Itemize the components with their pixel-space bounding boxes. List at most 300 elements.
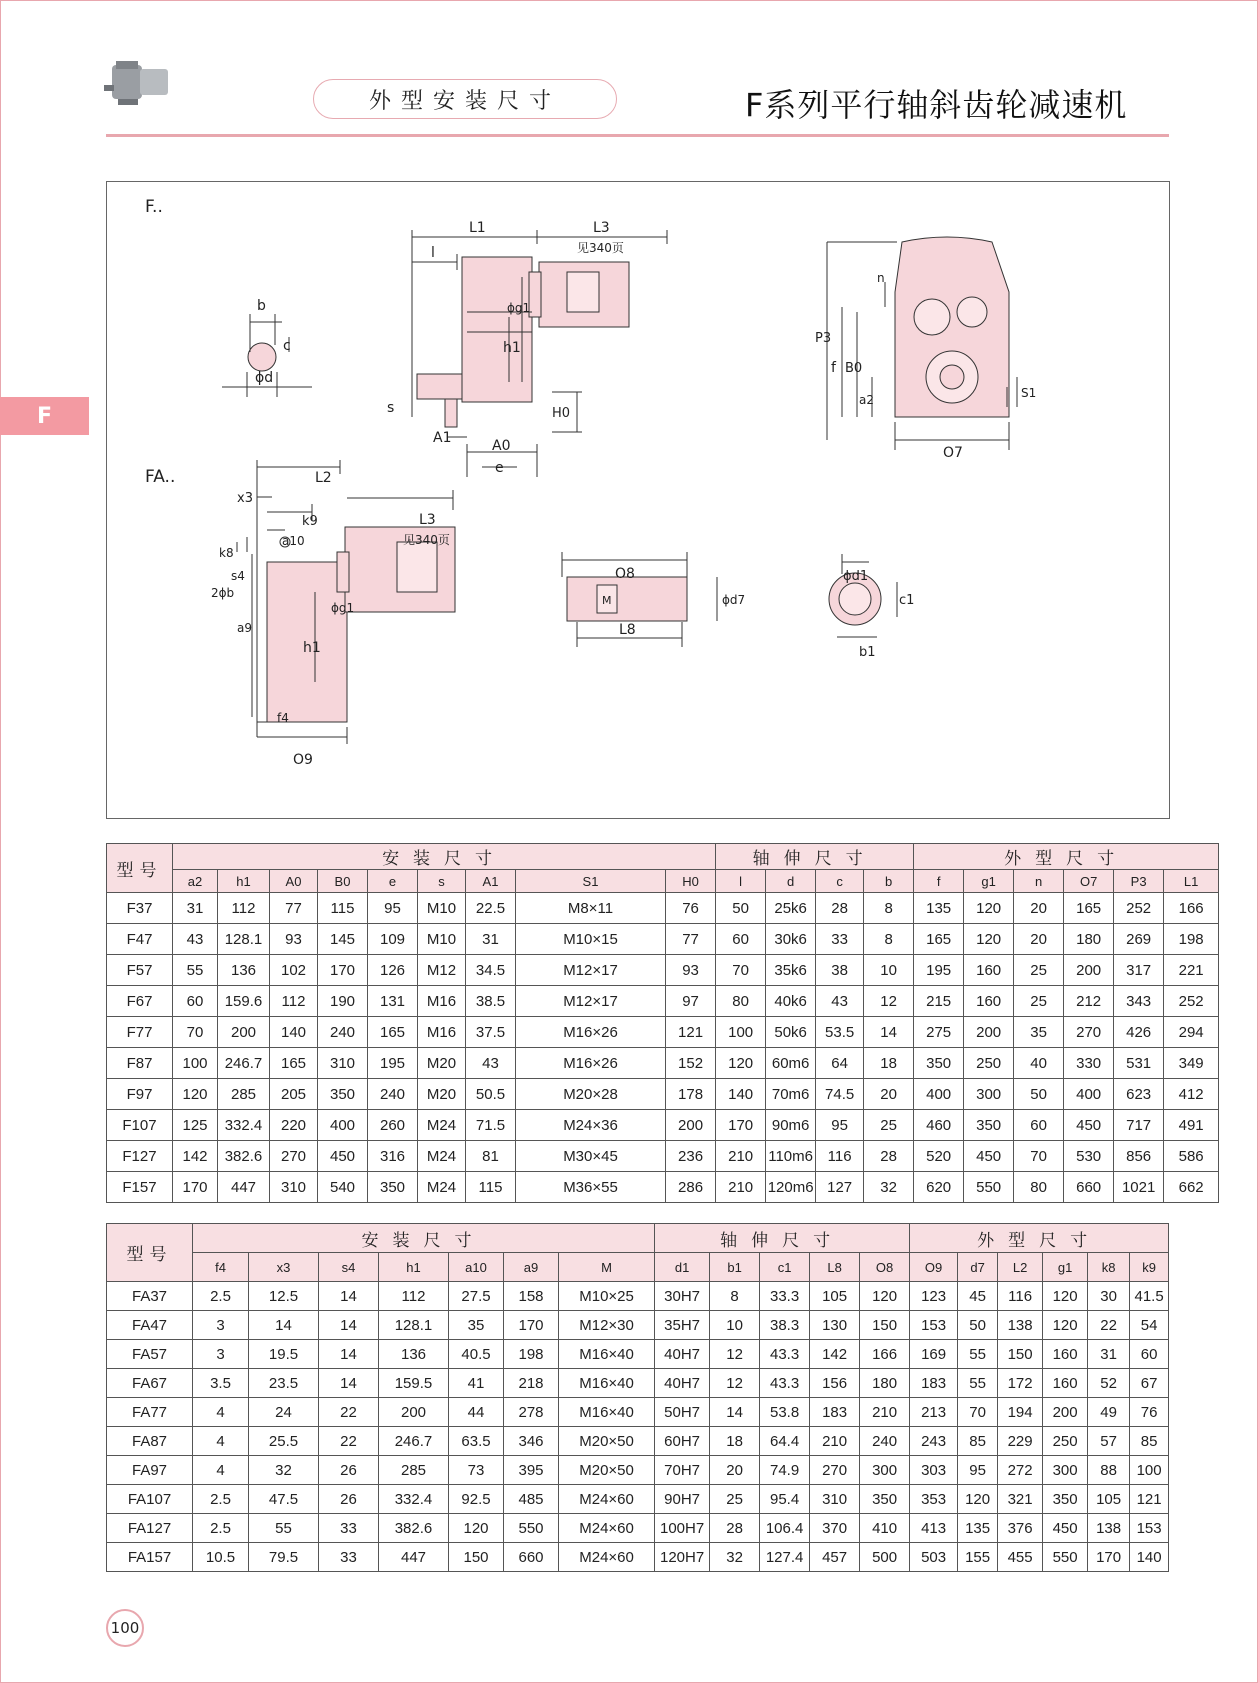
value-cell: 252 [1114,893,1164,924]
table-row [107,1079,1219,1110]
value-cell: 12.5 [249,1282,319,1311]
value-cell: 447 [218,1172,270,1203]
value-cell: 4 [193,1398,249,1427]
column-header: c [816,870,864,893]
value-cell: 38 [816,955,864,986]
value-cell: 136 [379,1340,449,1369]
value-cell: 18 [710,1427,760,1456]
value-cell: 150 [998,1340,1043,1369]
value-cell: 102 [270,955,318,986]
section-pill: 外型安装尺寸 [313,79,617,119]
dim-h1: h1 [503,340,521,356]
value-cell: 2.5 [193,1282,249,1311]
value-cell: 457 [810,1543,860,1572]
value-cell: M20×28 [516,1079,666,1110]
value-cell: M12 [418,955,466,986]
value-cell: 40H7 [655,1340,710,1369]
value-cell: 138 [1088,1514,1130,1543]
value-cell: 623 [1114,1079,1164,1110]
dim-fa-g1: ϕg1 [331,601,355,615]
value-cell: 95 [816,1110,864,1141]
value-cell: 200 [666,1110,716,1141]
dim-l: l [431,245,435,261]
value-cell: 41.5 [1130,1282,1169,1311]
table-row [107,924,1219,955]
value-cell: M24×36 [516,1110,666,1141]
value-cell: 14 [319,1282,379,1311]
value-cell: 198 [504,1340,559,1369]
value-cell: 74.5 [816,1079,864,1110]
dim-k8: k8 [219,546,234,560]
value-cell: 120 [173,1079,218,1110]
value-cell: 33.3 [760,1282,810,1311]
value-cell: 400 [914,1079,964,1110]
dim-a2: a2 [859,393,874,407]
model-cell: FA107 [107,1485,193,1514]
value-cell: 856 [1114,1141,1164,1172]
value-cell: 131 [368,986,418,1017]
value-cell: 50 [716,893,766,924]
value-cell: 330 [1064,1048,1114,1079]
dim-m: M [602,594,612,607]
value-cell: 70 [1014,1141,1064,1172]
model-cell: FA87 [107,1427,193,1456]
value-cell: 140 [716,1079,766,1110]
value-cell: 43.3 [760,1340,810,1369]
value-cell: 152 [666,1048,716,1079]
value-cell: 80 [1014,1172,1064,1203]
value-cell: 85 [958,1427,998,1456]
column-header: n [1014,870,1064,893]
value-cell: 350 [914,1048,964,1079]
value-cell: 67 [1130,1369,1169,1398]
column-header: B0 [318,870,368,893]
value-cell: 100 [1130,1456,1169,1485]
value-cell: 400 [318,1110,368,1141]
model-cell: F37 [107,893,173,924]
table-row [107,955,1219,986]
model-cell: F67 [107,986,173,1017]
value-cell: 73 [449,1456,504,1485]
value-cell: 44 [449,1398,504,1427]
value-cell: 170 [173,1172,218,1203]
value-cell: 178 [666,1079,716,1110]
value-cell: 20 [1014,924,1064,955]
value-cell: 160 [964,955,1014,986]
value-cell: 41 [449,1369,504,1398]
model-cell: FA97 [107,1456,193,1485]
value-cell: 49 [1088,1398,1130,1427]
value-cell: 382.6 [218,1141,270,1172]
value-cell: 166 [860,1340,910,1369]
value-cell: 14 [710,1398,760,1427]
value-cell: 40k6 [766,986,816,1017]
group-install: 安装尺寸 [193,1224,655,1253]
value-cell: M12×30 [559,1311,655,1340]
value-cell: 450 [964,1141,1014,1172]
value-cell: 57 [1088,1427,1130,1456]
value-cell: 717 [1114,1110,1164,1141]
value-cell: M10 [418,893,466,924]
value-cell: 120 [1043,1282,1088,1311]
value-cell: 200 [1043,1398,1088,1427]
value-cell: 115 [466,1172,516,1203]
value-cell: 210 [860,1398,910,1427]
value-cell: 586 [1164,1141,1219,1172]
column-header: x3 [249,1253,319,1282]
value-cell: 14 [319,1311,379,1340]
dim-n: n [877,271,885,285]
value-cell: 153 [1130,1514,1169,1543]
table-row [107,1311,1169,1340]
value-cell: 50k6 [766,1017,816,1048]
dim-k9: k9 [302,514,318,529]
value-cell: 60 [1130,1340,1169,1369]
value-cell: 450 [1064,1110,1114,1141]
value-cell: 350 [860,1485,910,1514]
value-cell: 60 [1014,1110,1064,1141]
value-cell: 95.4 [760,1485,810,1514]
model-cell: FA57 [107,1340,193,1369]
column-header: e [368,870,418,893]
value-cell: 135 [914,893,964,924]
model-cell: F107 [107,1110,173,1141]
value-cell: 76 [666,893,716,924]
value-cell: 310 [318,1048,368,1079]
value-cell: 127 [816,1172,864,1203]
model-cell: FA157 [107,1543,193,1572]
model-cell: F57 [107,955,173,986]
column-header: P3 [1114,870,1164,893]
value-cell: 35k6 [766,955,816,986]
header-divider [106,134,1169,137]
value-cell: 38.5 [466,986,516,1017]
value-cell: 170 [504,1311,559,1340]
group-install: 安装尺寸 [173,844,716,870]
value-cell: 353 [910,1485,958,1514]
value-cell: M12×17 [516,955,666,986]
model-cell: F127 [107,1141,173,1172]
value-cell: 88 [1088,1456,1130,1485]
value-cell: 70m6 [766,1079,816,1110]
value-cell: 40 [1014,1048,1064,1079]
value-cell: 243 [910,1427,958,1456]
value-cell: 25k6 [766,893,816,924]
dim-a0: A0 [492,438,511,454]
value-cell: 662 [1164,1172,1219,1203]
value-cell: 170 [716,1110,766,1141]
value-cell: 34.5 [466,955,516,986]
dim-l8: L8 [619,622,636,638]
value-cell: 90m6 [766,1110,816,1141]
value-cell: 236 [666,1141,716,1172]
value-cell: 95 [368,893,418,924]
value-cell: 240 [368,1079,418,1110]
model-cell: F157 [107,1172,173,1203]
model-cell: F97 [107,1079,173,1110]
value-cell: 343 [1114,986,1164,1017]
value-cell: 77 [270,893,318,924]
value-cell: 550 [504,1514,559,1543]
value-cell: 70H7 [655,1456,710,1485]
value-cell: 350 [368,1172,418,1203]
value-cell: 317 [1114,955,1164,986]
value-cell: 115 [318,893,368,924]
value-cell: 33 [319,1514,379,1543]
value-cell: 3 [193,1340,249,1369]
value-cell: 10 [710,1311,760,1340]
value-cell: 165 [1064,893,1114,924]
value-cell: 270 [1064,1017,1114,1048]
value-cell: 19.5 [249,1340,319,1369]
value-cell: 24 [249,1398,319,1427]
side-tab-f[interactable]: F [0,397,89,435]
value-cell: 530 [1064,1141,1114,1172]
column-header: a10 [449,1253,504,1282]
value-cell: 121 [666,1017,716,1048]
value-cell: 30 [1088,1282,1130,1311]
model-cell: FA67 [107,1369,193,1398]
value-cell: 14 [319,1340,379,1369]
column-header: L1 [1164,870,1219,893]
value-cell: 43 [816,986,864,1017]
value-cell: 50 [1014,1079,1064,1110]
value-cell: 413 [910,1514,958,1543]
value-cell: 246.7 [379,1427,449,1456]
value-cell: 112 [270,986,318,1017]
value-cell: 77 [666,924,716,955]
value-cell: 93 [666,955,716,986]
value-cell: 43.3 [760,1369,810,1398]
value-cell: 150 [860,1311,910,1340]
value-cell: 80 [716,986,766,1017]
value-cell: 110m6 [766,1141,816,1172]
value-cell: 310 [810,1485,860,1514]
value-cell: 47.5 [249,1485,319,1514]
value-cell: 165 [368,1017,418,1048]
value-cell: 53.8 [760,1398,810,1427]
f-series-table [106,843,1219,1203]
value-cell: 246.7 [218,1048,270,1079]
series-fa-label: FA.. [145,467,176,487]
value-cell: 28 [816,893,864,924]
value-cell: 205 [270,1079,318,1110]
value-cell: M36×55 [516,1172,666,1203]
value-cell: 60H7 [655,1427,710,1456]
value-cell: 180 [860,1369,910,1398]
model-cell: FA37 [107,1282,193,1311]
table-row [107,1172,1219,1203]
value-cell: 120 [964,924,1014,955]
value-cell: M8×11 [516,893,666,924]
value-cell: 40.5 [449,1340,504,1369]
value-cell: 183 [810,1398,860,1427]
value-cell: 4 [193,1456,249,1485]
column-header: a2 [173,870,218,893]
value-cell: 376 [998,1514,1043,1543]
value-cell: 426 [1114,1017,1164,1048]
value-cell: 31 [466,924,516,955]
dim-a1: A1 [433,430,452,446]
value-cell: 346 [504,1427,559,1456]
value-cell: 50H7 [655,1398,710,1427]
value-cell: 272 [998,1456,1043,1485]
value-cell: 170 [318,955,368,986]
value-cell: 22 [319,1398,379,1427]
column-header: O7 [1064,870,1114,893]
value-cell: 200 [964,1017,1014,1048]
value-cell: 332.4 [218,1110,270,1141]
value-cell: 303 [910,1456,958,1485]
page-title: F系列平行轴斜齿轮减速机 [745,86,1128,124]
value-cell: 64 [816,1048,864,1079]
value-cell: 43 [466,1048,516,1079]
model-cell: FA77 [107,1398,193,1427]
value-cell: 136 [218,955,270,986]
value-cell: M10×15 [516,924,666,955]
dim-fa-l3: L3 [419,512,436,528]
value-cell: M24×60 [559,1485,655,1514]
value-cell: 116 [998,1282,1043,1311]
value-cell: 20 [710,1456,760,1485]
dim-b: b [257,298,266,314]
value-cell: 382.6 [379,1514,449,1543]
value-cell: M24 [418,1110,466,1141]
value-cell: 105 [1088,1485,1130,1514]
column-header: f4 [193,1253,249,1282]
value-cell: 159.5 [379,1369,449,1398]
value-cell: 350 [1043,1485,1088,1514]
value-cell: 32 [710,1543,760,1572]
value-cell: 286 [666,1172,716,1203]
column-header: k9 [1130,1253,1169,1282]
group-shaft: 轴伸尺寸 [716,844,914,870]
value-cell: 25.5 [249,1427,319,1456]
value-cell: 55 [958,1340,998,1369]
value-cell: 395 [504,1456,559,1485]
value-cell: 14 [319,1369,379,1398]
value-cell: 200 [1064,955,1114,986]
model-cell: F47 [107,924,173,955]
column-header: f [914,870,964,893]
value-cell: 130 [810,1311,860,1340]
dim-h0: H0 [552,406,571,421]
value-cell: 240 [318,1017,368,1048]
value-cell: 54 [1130,1311,1169,1340]
value-cell: 121 [1130,1485,1169,1514]
value-cell: 540 [318,1172,368,1203]
dim-fa-l3-note: 见340页 [403,533,450,547]
value-cell: M10×25 [559,1282,655,1311]
value-cell: M16×26 [516,1048,666,1079]
value-cell: 300 [964,1079,1014,1110]
value-cell: 285 [379,1456,449,1485]
model-cell: F77 [107,1017,173,1048]
value-cell: 79.5 [249,1543,319,1572]
table-row [107,1456,1169,1485]
value-cell: 213 [910,1398,958,1427]
value-cell: 450 [318,1141,368,1172]
value-cell: 485 [504,1485,559,1514]
dim-o9: O9 [293,752,313,768]
value-cell: 22.5 [466,893,516,924]
value-cell: M20 [418,1048,466,1079]
value-cell: 120 [449,1514,504,1543]
value-cell: 8 [864,893,914,924]
value-cell: 14 [249,1311,319,1340]
value-cell: 159.6 [218,986,270,1017]
value-cell: 28 [864,1141,914,1172]
value-cell: 100H7 [655,1514,710,1543]
table-row [107,1141,1219,1172]
value-cell: 126 [368,955,418,986]
dim-f4: f4 [277,711,289,725]
value-cell: M20×50 [559,1427,655,1456]
value-cell: M10 [418,924,466,955]
value-cell: 125 [173,1110,218,1141]
model-header: 型号 [107,1224,193,1282]
value-cell: 2.5 [193,1485,249,1514]
table-row [107,1110,1219,1141]
value-cell: 18 [864,1048,914,1079]
column-header: L2 [998,1253,1043,1282]
column-header: M [559,1253,655,1282]
value-cell: 285 [218,1079,270,1110]
dim-p3: P3 [815,331,832,346]
value-cell: 128.1 [379,1311,449,1340]
value-cell: 22 [1088,1311,1130,1340]
column-header: A1 [466,870,516,893]
value-cell: 74.9 [760,1456,810,1485]
column-header: d1 [655,1253,710,1282]
column-header: b1 [710,1253,760,1282]
value-cell: 200 [218,1017,270,1048]
value-cell: 55 [958,1369,998,1398]
dim-e: e [495,460,504,476]
value-cell: 120H7 [655,1543,710,1572]
dim-g1: ϕg1 [507,301,531,315]
value-cell: 145 [318,924,368,955]
model-header: 型号 [107,844,173,893]
column-header: a9 [504,1253,559,1282]
value-cell: M24 [418,1172,466,1203]
value-cell: 85 [1130,1427,1169,1456]
dim-d1: ϕd1 [843,569,869,584]
value-cell: 70 [958,1398,998,1427]
value-cell: 35 [449,1311,504,1340]
value-cell: 140 [270,1017,318,1048]
value-cell: 229 [998,1427,1043,1456]
dim-c1: c1 [899,593,915,608]
value-cell: 10.5 [193,1543,249,1572]
value-cell: 252 [1164,986,1219,1017]
value-cell: 106.4 [760,1514,810,1543]
table-row [107,1543,1169,1572]
value-cell: 120 [716,1048,766,1079]
value-cell: M24×60 [559,1514,655,1543]
value-cell: 12 [710,1369,760,1398]
value-cell: 350 [318,1079,368,1110]
value-cell: 212 [1064,986,1114,1017]
column-header: b [864,870,914,893]
value-cell: M16×26 [516,1017,666,1048]
value-cell: 127.4 [760,1543,810,1572]
value-cell: 120m6 [766,1172,816,1203]
value-cell: 14 [864,1017,914,1048]
value-cell: 32 [864,1172,914,1203]
value-cell: 26 [319,1485,379,1514]
value-cell: 269 [1114,924,1164,955]
